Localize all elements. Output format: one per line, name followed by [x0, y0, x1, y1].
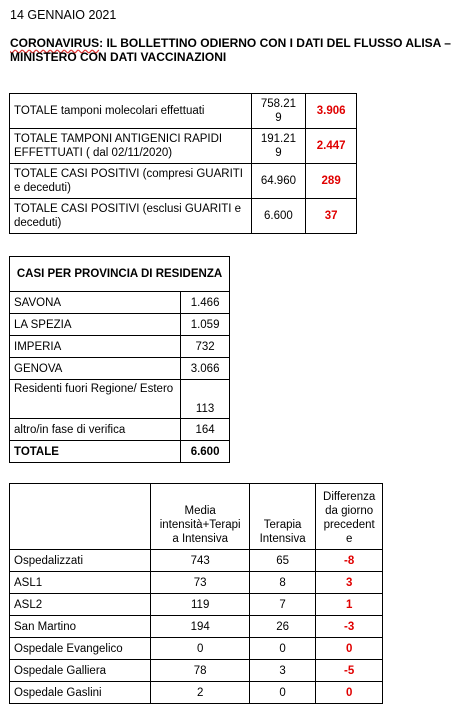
hospital-ti: 3 [249, 660, 315, 682]
hospital-header-diff: Differenza da giorno precedent e [316, 484, 383, 550]
hospital-media: 78 [151, 660, 250, 682]
hospital-media: 2 [151, 682, 250, 704]
hospital-name: Ospedalizzati [10, 550, 151, 572]
headline-text: : IL BOLLETTINO ODIERNO CON I DATI DEL FLUSSO ALISA – MINISTERO CON DATI VACCINAZIONI [10, 36, 451, 64]
summary-row [10, 129, 357, 164]
summary-row [10, 199, 357, 234]
province-label: altro/in fase di verifica [10, 419, 181, 441]
summary-total: 6.600 [251, 199, 306, 234]
province-value: 164 [181, 419, 230, 441]
summary-total: 191.21 9 [251, 129, 306, 164]
summary-delta: 37 [306, 199, 357, 234]
summary-delta: 289 [306, 164, 357, 199]
hospital-row [10, 572, 383, 594]
summary-delta: 2.447 [306, 129, 357, 164]
province-row [10, 292, 230, 314]
hospital-diff: -8 [316, 550, 383, 572]
hospital-name: ASL2 [10, 594, 151, 616]
province-row [10, 314, 230, 336]
hospital-ti: 65 [249, 550, 315, 572]
hospital-row [10, 594, 383, 616]
summary-total: 758.21 9 [251, 94, 306, 129]
hospital-media: 73 [151, 572, 250, 594]
province-header-row [10, 257, 230, 292]
hospital-diff: 3 [316, 572, 383, 594]
hospital-diff: -5 [316, 660, 383, 682]
province-label: SAVONA [10, 292, 181, 314]
hospital-name: San Martino [10, 616, 151, 638]
hospital-diff: 0 [316, 638, 383, 660]
hospital-row [10, 682, 383, 704]
hospital-header-media: Media intensità+Terapi a Intensiva [151, 484, 250, 550]
province-row [10, 419, 230, 441]
summary-label: TOTALE tamponi molecolari effettuati [10, 94, 252, 129]
summary-label: TOTALE CASI POSITIVI (compresi GUARITI e deceduti) [10, 164, 252, 199]
hospital-media: 119 [151, 594, 250, 616]
province-row [10, 358, 230, 380]
hospital-media: 0 [151, 638, 250, 660]
summary-label: TOTALE CASI POSITIVI (esclusi GUARITI e deceduti) [10, 199, 252, 234]
province-row [10, 336, 230, 358]
summary-table [9, 93, 357, 234]
document-date: 14 GENNAIO 2021 [10, 8, 117, 22]
province-value: 732 [181, 336, 230, 358]
hospital-diff: -3 [316, 616, 383, 638]
province-value: 1.059 [181, 314, 230, 336]
hospital-row [10, 616, 383, 638]
hospital-media: 743 [151, 550, 250, 572]
province-label: LA SPEZIA [10, 314, 181, 336]
hospital-name: Ospedale Evangelico [10, 638, 151, 660]
hospital-ti: 8 [249, 572, 315, 594]
summary-delta: 3.906 [306, 94, 357, 129]
hospital-name: Ospedale Gaslini [10, 682, 151, 704]
hospital-table [9, 483, 383, 704]
summary-label: TOTALE TAMPONI ANTIGENICI RAPIDI EFFETTUATI ( dal 02/11/2020) [10, 129, 252, 164]
hospital-ti: 0 [249, 638, 315, 660]
province-header: CASI PER PROVINCIA DI RESIDENZA [10, 257, 230, 292]
summary-row [10, 94, 357, 129]
province-label: GENOVA [10, 358, 181, 380]
hospital-row [10, 638, 383, 660]
province-table [9, 256, 230, 463]
hospital-name: Ospedale Galliera [10, 660, 151, 682]
hospital-row [10, 550, 383, 572]
province-label: Residenti fuori Regione/ Estero [10, 380, 181, 419]
hospital-ti: 26 [249, 616, 315, 638]
summary-total: 64.960 [251, 164, 306, 199]
province-total-label: TOTALE [10, 441, 181, 463]
province-row [10, 380, 230, 419]
headline [10, 36, 455, 64]
headline-keyword: CORONAVIRUS [10, 36, 100, 50]
hospital-header-row [10, 484, 383, 550]
summary-row [10, 164, 357, 199]
hospital-media: 194 [151, 616, 250, 638]
hospital-header-ti: Terapia Intensiva [249, 484, 315, 550]
province-total-row [10, 441, 230, 463]
province-total-value: 6.600 [181, 441, 230, 463]
hospital-ti: 0 [249, 682, 315, 704]
province-value: 1.466 [181, 292, 230, 314]
province-value: 3.066 [181, 358, 230, 380]
hospital-header-empty [10, 484, 151, 550]
hospital-diff: 0 [316, 682, 383, 704]
province-value: 113 [181, 380, 230, 419]
hospital-row [10, 660, 383, 682]
province-label: IMPERIA [10, 336, 181, 358]
hospital-ti: 7 [249, 594, 315, 616]
hospital-name: ASL1 [10, 572, 151, 594]
hospital-diff: 1 [316, 594, 383, 616]
